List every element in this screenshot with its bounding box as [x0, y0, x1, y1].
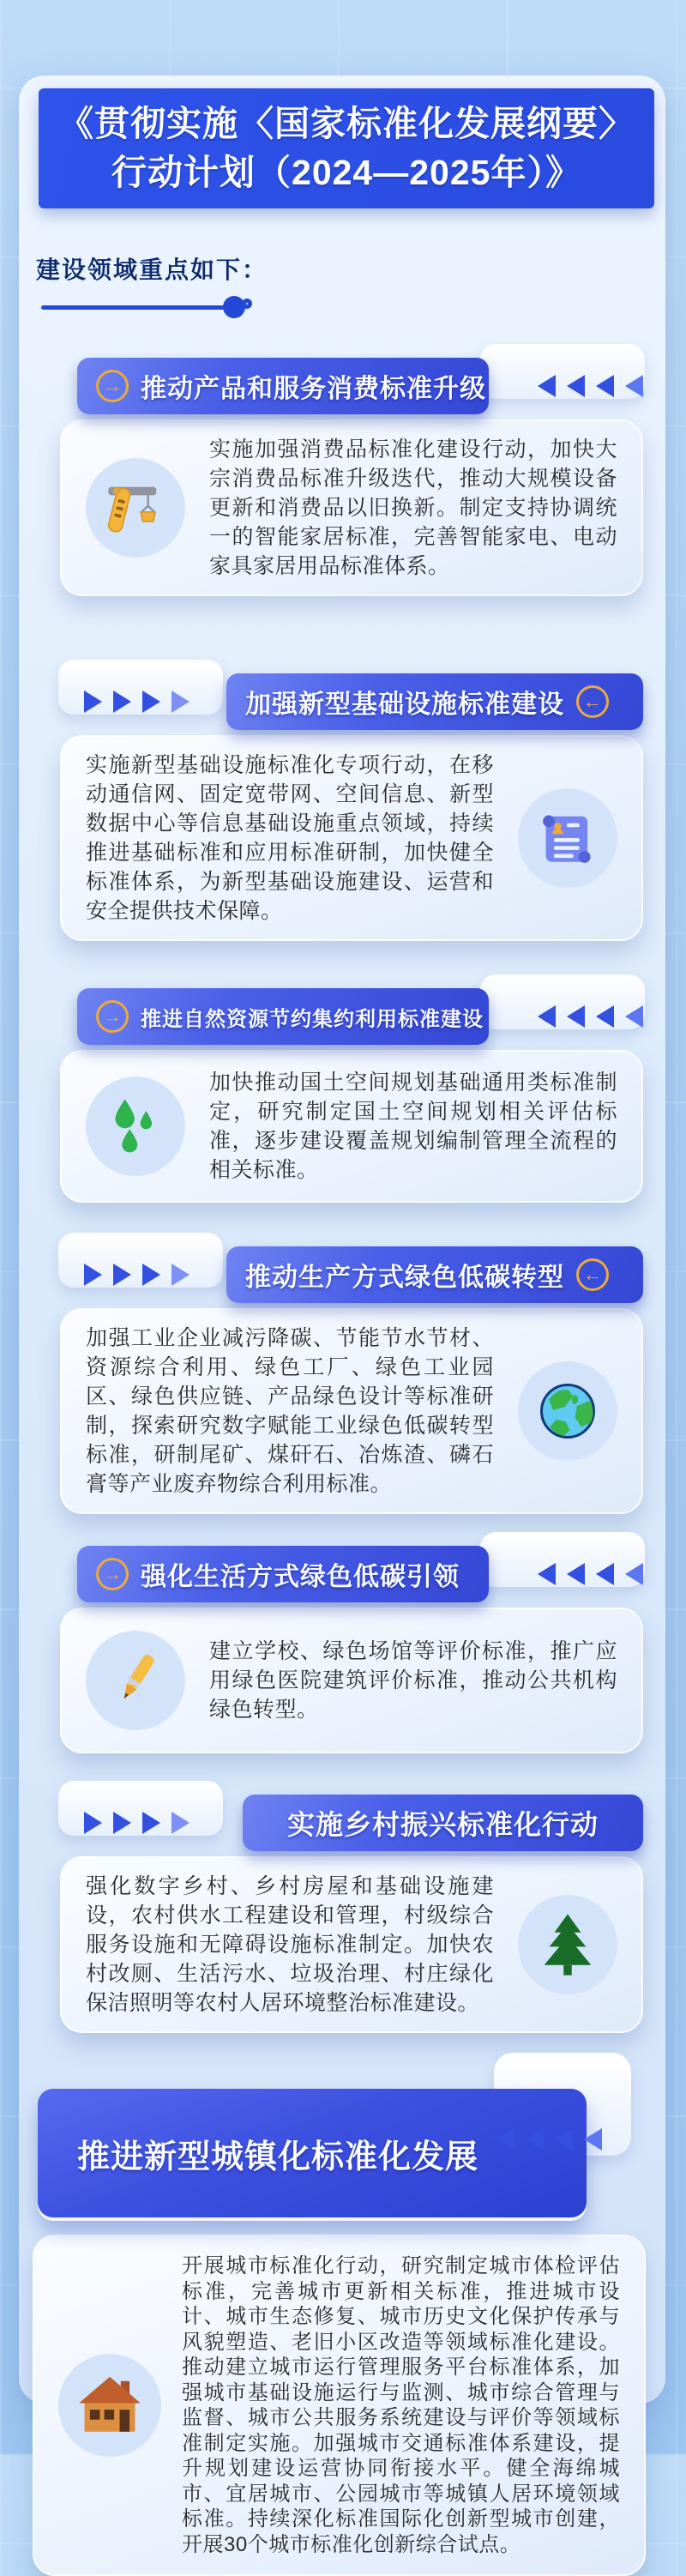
triangle-left-icon — [538, 1563, 556, 1585]
triangle-right-icon — [172, 1812, 190, 1834]
pen-icon — [104, 1649, 167, 1712]
section-6-body: 强化数字乡村、乡村房屋和基础设施建设，农村供水工程建设和管理，村级综合服务设施和无障碍设施标准制定。加快农村改厕、生活污水、垃圾治理、村庄绿化保洁照明等农村人居环境整治标准建设。 — [86, 1874, 494, 2015]
arrow-right-circle-icon: → — [96, 1000, 129, 1033]
triangle-right-icon — [142, 1264, 160, 1286]
triangle-group — [84, 1812, 190, 1834]
section-3-card — [60, 1050, 643, 1203]
section-green-lifestyle — [60, 1546, 643, 1753]
section-1-header-bar — [77, 358, 489, 414]
triangle-left-icon — [596, 375, 614, 397]
scroll-icon — [536, 806, 599, 870]
section-consumer-standards — [60, 358, 643, 596]
section-3-header — [60, 988, 643, 1045]
section-green-production — [60, 1246, 643, 1514]
section-new-urbanization — [38, 2089, 655, 2576]
section-2-card — [60, 735, 643, 941]
section-4-card — [60, 1308, 643, 1514]
main-panel — [19, 75, 665, 2556]
triangle-group — [538, 1005, 643, 1028]
triangle-right-icon — [142, 691, 160, 713]
section-new-infrastructure — [60, 673, 643, 941]
arrow-right-circle-icon: → — [96, 1558, 129, 1590]
triangle-group — [84, 1264, 190, 1286]
title-line-2: 行动计划（2024—2025年）》 — [111, 153, 581, 192]
icon-circle — [518, 1361, 617, 1461]
progress-line — [41, 294, 281, 320]
section-1-title: 推动产品和服务消费标准升级 — [141, 375, 486, 403]
section-7-title: 推进新型城镇化标准化发展 — [77, 2139, 479, 2175]
icon-circle — [518, 788, 617, 888]
triangle-group — [84, 691, 190, 713]
section-7-header-bar — [38, 2089, 587, 2217]
section-5-title: 强化生活方式绿色低碳引领 — [141, 1563, 460, 1591]
triangle-left-icon — [555, 2128, 573, 2151]
section-6-card — [60, 1856, 643, 2033]
section-6-header-bar — [243, 1795, 643, 1851]
section-1-body: 实施加强消费品标准化建设行动，加快大宗消费品标准升级迭代，推动大规模设备更新和消费品以旧换新。制定支持协调统一的智能家居标准，完善智能家电、电动家具家居用品标准体系。 — [209, 437, 617, 578]
icon-circle — [86, 1631, 185, 1730]
section-4-header-bar — [226, 1246, 643, 1303]
triangle-left-icon — [538, 375, 556, 397]
section-6-header — [60, 1795, 643, 1851]
section-4-title: 推动生产方式绿色低碳转型 — [245, 1264, 564, 1292]
triangle-left-icon — [496, 2128, 514, 2151]
pine-tree-icon — [535, 1912, 600, 1977]
section-6-title: 实施乡村振兴标准化行动 — [286, 1809, 599, 1840]
section-2-body: 实施新型基础设施标准化专项行动，在移动通信网、固定宽带网、空间信息、新型数据中心等信息基础设施重点领域，持续推进基础标准和应用标准研制，加快健全标准体系，为新型基础设施建设、运营和安全提供技术保障。 — [86, 753, 494, 923]
triangle-right-icon — [172, 691, 190, 713]
triangle-group — [496, 2128, 602, 2151]
triangle-left-icon — [625, 1563, 643, 1585]
title-line-1: 《贯彻实施〈国家标准化发展纲要〉 — [58, 104, 635, 143]
earth-icon — [534, 1378, 601, 1445]
section-4-header — [60, 1246, 643, 1303]
triangle-right-icon — [113, 1812, 131, 1834]
section-5-header — [60, 1546, 643, 1602]
icon-circle — [86, 458, 185, 558]
section-2-title: 加强新型基础设施标准建设 — [245, 691, 564, 719]
section-2-header-bar — [226, 673, 643, 730]
icon-circle — [518, 1895, 617, 1994]
triangle-right-icon — [113, 691, 131, 713]
intro-label: 建设领域重点如下： — [36, 256, 268, 283]
icon-circle — [58, 2354, 161, 2457]
section-1-header — [60, 358, 643, 414]
triangle-group — [538, 1563, 643, 1585]
house-icon — [75, 2370, 145, 2440]
triangle-right-icon — [84, 691, 102, 713]
triangle-left-icon — [567, 1563, 585, 1585]
arrow-left-circle-icon: ← — [576, 685, 609, 718]
triangle-left-icon — [526, 2128, 544, 2151]
section-5-card — [60, 1608, 643, 1753]
arrow-left-circle-icon: ← — [576, 1258, 609, 1291]
section-7-body: 开展城市标准化行动，研究制定城市体检评估标准，完善城市更新相关标准，推进城市设计、城市生态修复、城市历史文化保护传承与风貌塑造、老旧小区改造等领域标准化建设。推动建立城市运行管理服务平台标准体系，加强城市基础设施运行与监测、城市综合管理与监督、城市公共服务系统建设与评价等领域标准制定实施。加强城市交通标准体系建设，提升规划建设运营协同衔接水平。健全海绵城市、宜居城市、公园城市等城镇人居环境领域标准。持续深化标准国际化创新型城市创建，开展30个城市标准化创新综合试点。 — [182, 2254, 620, 2556]
triangle-group — [538, 375, 643, 397]
section-2-header — [60, 673, 643, 730]
title-banner — [39, 88, 654, 208]
triangle-left-icon — [567, 1005, 585, 1028]
triangle-left-icon — [596, 1005, 614, 1028]
section-natural-resources — [60, 988, 643, 1203]
triangle-right-icon — [84, 1812, 102, 1834]
section-1-card — [60, 419, 643, 596]
section-3-header-bar — [77, 988, 489, 1045]
triangle-right-icon — [84, 1264, 102, 1286]
progress-dot-open-icon — [242, 299, 252, 309]
crane-icon — [102, 474, 169, 541]
triangle-right-icon — [142, 1812, 160, 1834]
section-7-card — [33, 2235, 646, 2576]
triangle-right-icon — [172, 1264, 190, 1286]
section-3-title: 推进自然资源节约集约利用标准建设 — [141, 1007, 484, 1031]
triangle-left-icon — [567, 375, 585, 397]
triangle-left-icon — [538, 1005, 556, 1028]
section-5-header-bar — [77, 1546, 489, 1602]
section-3-body: 加快推动国土空间规划基础通用类标准制定，研究制定国土空间规划相关评估标准，逐步建设覆盖规划编制管理全流程的相关标准。 — [209, 1071, 617, 1182]
progress-dot-filled-icon — [223, 296, 245, 318]
arrow-right-circle-icon: → — [96, 370, 129, 402]
triangle-right-icon — [113, 1264, 131, 1286]
triangle-left-icon — [625, 375, 643, 397]
triangle-left-icon — [584, 2128, 602, 2151]
triangle-left-icon — [596, 1563, 614, 1585]
water-drops-icon — [105, 1095, 166, 1157]
section-4-body: 加强工业企业减污降碳、节能节水节材、资源综合利用、绿色工厂、绿色工业园区、绿色供应链、产品绿色设计等标准研制，探索研究数字赋能工业绿色低碳转型标准，研制尾矿、煤矸石、冶炼渣、磷石膏等产业废弃物综合利用标准。 — [86, 1326, 494, 1496]
section-rural-revitalization — [60, 1795, 643, 2033]
section-5-body: 建立学校、绿色场馆等评价标准，推广应用绿色医院建筑评价标准，推动公共机构绿色转型。 — [209, 1639, 617, 1722]
triangle-left-icon — [625, 1005, 643, 1028]
icon-circle — [86, 1077, 185, 1176]
progress-track — [41, 305, 228, 310]
